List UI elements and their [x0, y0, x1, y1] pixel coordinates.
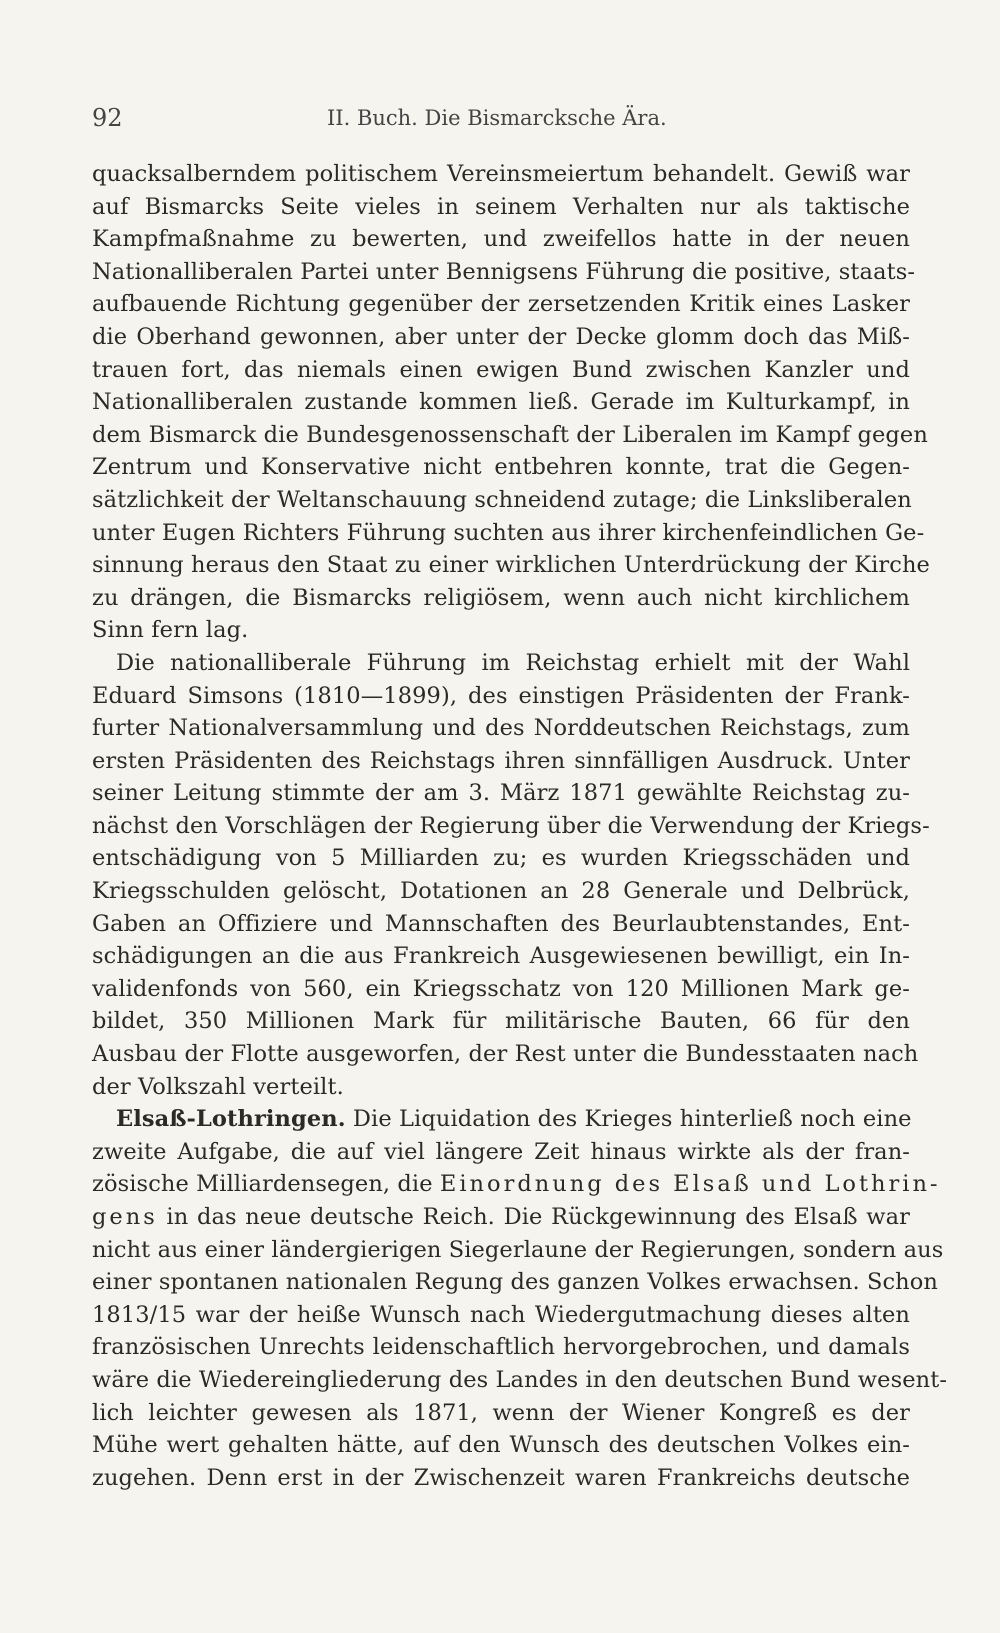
text-line: [92, 451, 910, 484]
line-text: bildet, 350 Millionen Mark für militärische Bauten, 66 für den: [92, 1008, 910, 1035]
running-head: II. Buch. Die Bismarcksche Ära.: [327, 106, 667, 130]
text-line: [92, 1299, 910, 1332]
line-text: französischen Unrechts leidenschaftlich hervorgebrochen, und damals: [92, 1334, 910, 1361]
text-line: [92, 1005, 910, 1038]
line-text: sinnung heraus den Staat zu einer wirklichen Unterdrückung der Kirche: [92, 552, 930, 579]
text-line: [92, 1364, 948, 1397]
text-line: [92, 875, 910, 908]
line-text: Sinn fern lag.: [92, 617, 249, 644]
line-text: Kriegsschulden gelöscht, Dotationen an 28 Generale und Delbrück,: [92, 878, 910, 905]
line-text: Gaben an Offiziere und Mannschaften des Beurlaubtenstandes, Ent-: [92, 910, 910, 937]
text-line: [92, 158, 910, 191]
page-number: 92: [92, 104, 123, 132]
text-line: [92, 745, 910, 778]
line-text: Kampfmaßnahme zu bewerten, und zweifellos hatte in der neuen: [92, 226, 910, 253]
line-text: ersten Präsidenten des Reichstags ihren sinnfälligen Ausdruck. Unter: [92, 747, 910, 774]
text-line: [92, 191, 910, 224]
line-text: Die nationalliberale Führung im Reichstag erhielt mit der Wahl: [116, 649, 910, 676]
line-text: nicht aus einer ländergierigen Siegerlaune der Regierungen, sondern aus: [92, 1236, 944, 1263]
text-line: [92, 1103, 910, 1136]
line-text: Die Liquidation des Krieges hinterließ noch eine: [345, 1106, 912, 1133]
text-line: [92, 549, 930, 582]
text-line: [92, 842, 910, 875]
text-line: [92, 1397, 910, 1430]
text-line: [92, 680, 910, 713]
line-text: wäre die Wiedereingliederung des Landes in den deutschen Bund wesent-: [92, 1366, 948, 1393]
text-line: [92, 1331, 910, 1364]
line-text: sätzlichkeit der Weltanschauung schneidend zutage; die Linksliberalen: [92, 486, 912, 513]
text-line: [92, 321, 910, 354]
text-line: [92, 419, 928, 452]
line-text: auf Bismarcks Seite vieles in seinem Verhalten nur als taktische: [92, 193, 910, 220]
text-line: [92, 582, 910, 615]
text-line: [92, 712, 910, 745]
line-text: Nationalliberalen Partei unter Bennigsens Führung die positive, staats-: [92, 258, 916, 285]
text-line: [92, 810, 930, 843]
emphasized-text: Einordnung des Elsaß und Lothrin-: [439, 1171, 941, 1198]
text-line: [92, 256, 916, 289]
text-line: [92, 1266, 939, 1299]
text-line: [92, 1429, 910, 1462]
text-line: [92, 614, 910, 647]
line-text: Nationalliberalen zustande kommen ließ. Gerade im Kulturkampf, in: [92, 389, 910, 416]
text-line: [92, 908, 910, 941]
text-line: [92, 973, 910, 1006]
text-line: [92, 1234, 944, 1267]
text-line: [92, 1038, 919, 1071]
text-line: [92, 1201, 910, 1234]
line-text: entschädigung von 5 Milliarden zu; es wurden Kriegsschäden und: [92, 845, 910, 872]
line-text: schädigungen an die aus Frankreich Ausgewiesenen bewilligt, ein In-: [92, 943, 910, 970]
text-line: [92, 777, 910, 810]
text-line: [92, 1071, 910, 1104]
text-line: [92, 647, 910, 680]
line-text: einer spontanen nationalen Regung des ganzen Volkes erwachsen. Schon: [92, 1269, 939, 1296]
line-text: lich leichter gewesen als 1871, wenn der Wiener Kongreß es der: [92, 1399, 910, 1426]
text-line: [92, 517, 925, 550]
text-line: [92, 354, 910, 387]
text-line: [92, 1462, 910, 1495]
section-sidehead: Elsaß-Lothringen.: [116, 1106, 346, 1133]
line-text: zweite Aufgabe, die auf viel längere Zeit hinaus wirkte als der fran-: [92, 1138, 910, 1165]
line-text: aufbauende Richtung gegenüber der zersetzenden Kritik eines Lasker: [92, 291, 910, 318]
line-text: quacksalberndem politischem Vereinsmeiertum behandelt. Gewiß war: [92, 161, 910, 187]
line-text: 1813/15 war der heiße Wunsch nach Wiedergutmachung dieses alten: [92, 1301, 910, 1328]
text-line: [92, 1136, 910, 1169]
text-line: [92, 386, 910, 419]
page-header: [92, 104, 912, 134]
line-text: trauen fort, das niemals einen ewigen Bund zwischen Kanzler und: [92, 356, 910, 383]
line-text: zugehen. Denn erst in der Zwischenzeit waren Frankreichs deutsche: [92, 1464, 910, 1491]
line-text: der Volkszahl verteilt.: [92, 1073, 344, 1100]
line-text: furter Nationalversammlung und des Norddeutschen Reichstags, zum: [92, 715, 910, 742]
text-line: [92, 484, 910, 517]
line-text: Zentrum und Konservative nicht entbehren konnte, trat die Gegen-: [92, 454, 910, 481]
line-text: unter Eugen Richters Führung suchten aus ihrer kirchenfeindlichen Ge-: [92, 519, 925, 546]
line-text: seiner Leitung stimmte der am 3. März 1871 gewählte Reichstag zu-: [92, 780, 910, 807]
emphasized-text: gens: [92, 1204, 158, 1230]
line-text: Mühe wert gehalten hätte, auf den Wunsch des deutschen Volkes ein-: [92, 1432, 910, 1459]
line-text: zu drängen, die Bismarcks religiösem, wenn auch nicht kirchlichem: [92, 584, 910, 611]
line-text: validenfonds von 560, ein Kriegsschatz von 120 Millionen Mark ge-: [92, 975, 910, 1002]
text-line: [92, 288, 910, 321]
line-text: Eduard Simsons (1810—1899), des einstigen Präsidenten der Frank-: [92, 682, 910, 709]
body-text: [92, 158, 948, 1494]
line-text: die Oberhand gewonnen, aber unter der Decke glomm doch das Miß-: [92, 323, 910, 350]
text-line: [92, 940, 910, 973]
line-text: nächst den Vorschlägen der Regierung über die Verwendung der Kriegs-: [92, 812, 930, 839]
line-text: in das neue deutsche Reich. Die Rückgewinnung des Elsaß war: [157, 1204, 910, 1230]
line-text: zösische Milliardensegen, die: [92, 1171, 440, 1198]
line-text: Ausbau der Flotte ausgeworfen, der Rest unter die Bundesstaaten nach: [92, 1041, 919, 1068]
text-line: [92, 1168, 941, 1201]
line-text: dem Bismarck die Bundesgenossenschaft der Liberalen im Kampf gegen: [92, 421, 928, 448]
text-line: [92, 223, 910, 256]
